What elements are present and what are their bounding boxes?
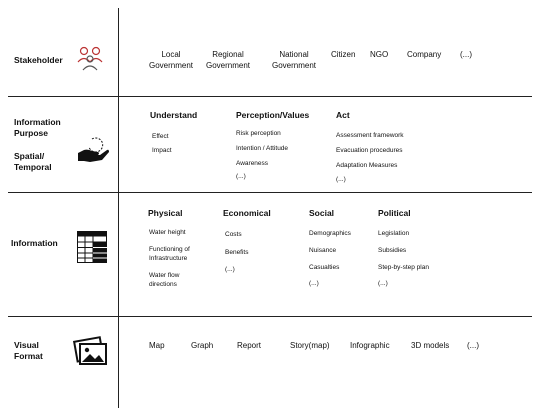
spatial-temporal-label: Spatial/ Temporal: [14, 151, 52, 172]
information-physical-list: [149, 228, 211, 289]
list-item: Step-by-step plan: [378, 264, 429, 271]
list-item: Functioning of Infrastructure: [149, 246, 190, 262]
photo-stack-icon: [74, 336, 108, 366]
list-item: Adaptation Measures: [336, 162, 398, 169]
information-label: Information: [11, 238, 58, 248]
visual-story-map: Story(map): [290, 341, 330, 350]
stakeholder-local-government: Local Government: [148, 50, 194, 70]
information-economical-heading: Economical: [223, 208, 271, 218]
visual-graph: Graph: [191, 341, 214, 350]
list-item: Risk perception: [236, 130, 281, 137]
purpose-act-heading: Act: [336, 110, 350, 120]
visual-report: Report: [237, 341, 262, 350]
column-divider: [118, 8, 119, 408]
list-item: (...): [225, 266, 235, 273]
hand-cycle-icon: [78, 133, 110, 163]
list-item: Subsidies: [378, 247, 407, 254]
stakeholder-citizen: Citizen: [331, 50, 356, 59]
list-item: Impact: [152, 147, 172, 154]
stakeholder-etc: (...): [460, 50, 472, 59]
purpose-understand-list: [152, 132, 172, 155]
list-item: (...): [236, 173, 246, 180]
list-item: Intention / Attitude: [236, 145, 289, 152]
list-item: Effect: [152, 133, 169, 140]
list-item: Demographics: [309, 230, 351, 237]
stakeholder-group-icon: [76, 45, 104, 71]
list-item: (...): [336, 176, 346, 183]
list-item: Awareness: [236, 160, 269, 167]
row-divider-3: [8, 316, 532, 317]
purpose-act-list: [336, 131, 404, 184]
row-divider-2: [8, 192, 532, 193]
stakeholder-regional-government: Regional Government: [205, 50, 251, 70]
list-item: Evacuation procedures: [336, 147, 403, 154]
list-item: Casualties: [309, 264, 340, 271]
information-social-heading: Social: [309, 208, 335, 218]
stakeholder-company: Company: [407, 50, 442, 59]
purpose-understand-heading: Understand: [150, 110, 198, 120]
visual-format-label: Visual Format: [14, 340, 43, 361]
information-political-heading: Political: [378, 208, 411, 218]
visual-3d-models: 3D models: [411, 341, 450, 350]
visual-infographic: Infographic: [350, 341, 390, 350]
list-item: Legislation: [378, 230, 410, 237]
row-divider-1: [8, 96, 532, 97]
information-social-list: [309, 229, 351, 288]
list-item: (...): [309, 280, 319, 287]
purpose-label: Information Purpose: [14, 117, 61, 138]
information-physical-heading: Physical: [148, 208, 183, 218]
table-icon: [77, 231, 107, 263]
stakeholder-label: Stakeholder: [14, 55, 63, 65]
list-item: Costs: [225, 231, 242, 238]
purpose-perception-list: [236, 129, 288, 181]
list-item: Nuisance: [309, 247, 337, 254]
list-item: (...): [378, 280, 388, 287]
visual-map: Map: [149, 341, 165, 350]
list-item: Water height: [149, 229, 186, 236]
list-item: Benefits: [225, 249, 249, 256]
information-economical-list: [225, 230, 249, 274]
information-political-list: [378, 229, 429, 288]
list-item: Water flow directions: [149, 272, 180, 288]
visual-etc: (...): [467, 341, 479, 350]
purpose-perception-heading: Perception/Values: [236, 110, 310, 120]
stakeholder-national-government: National Government: [271, 50, 317, 70]
stakeholder-ngo: NGO: [370, 50, 389, 59]
list-item: Assessment framework: [336, 132, 404, 139]
